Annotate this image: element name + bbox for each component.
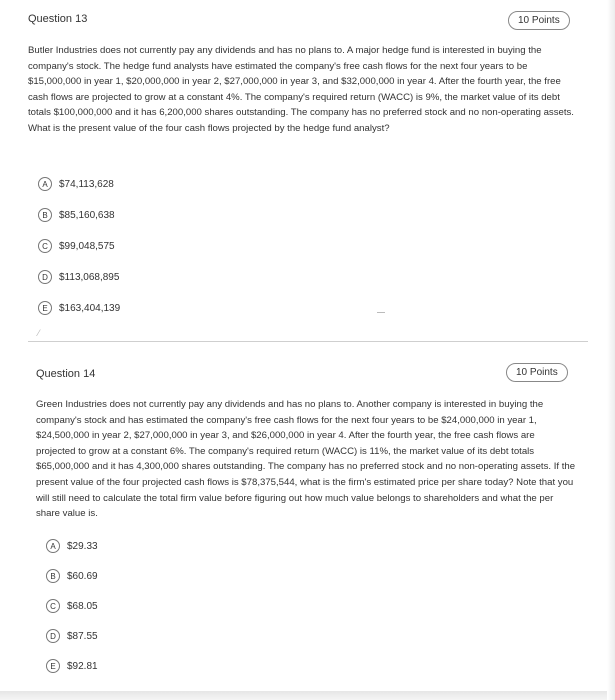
radio-icon[interactable]: E xyxy=(38,301,52,315)
radio-icon[interactable]: C xyxy=(46,599,60,613)
question-body: Butler Industries does not currently pay any dividends and has no plans to. A major hedge fund is interested in buying the company's stock. The hedge fund analysts have estimated the company's free cash flows for the next four years to be $15,000,000 in year 1, $20,000,000 in year 2, $27,000,000 in year 3, and $32,000,000 in year 4. After the fourth year, the free cash flows are projected to grow at a constant 4%. The company's required return (WACC) is 9%, the market value of its debt totals $100,000,000 and it has 6,200,000 shares outstanding. The company has no preferred stock and no non-operating assets. What is the present value of the four cash flows projected by the hedge fund analyst? xyxy=(28,45,574,134)
option-label: $74,113,628 xyxy=(59,178,114,190)
option-label: $85,160,638 xyxy=(59,209,115,221)
question-title: Question 14 xyxy=(36,368,96,380)
radio-icon[interactable]: B xyxy=(38,208,52,222)
radio-icon[interactable]: D xyxy=(38,270,52,284)
question-13 xyxy=(0,0,615,340)
page-edge-shadow xyxy=(607,0,615,700)
question-divider xyxy=(28,341,588,342)
question-title: Question 13 xyxy=(28,13,88,25)
radio-icon[interactable]: C xyxy=(38,239,52,253)
radio-icon[interactable]: B xyxy=(46,569,60,583)
option-label: $99,048,575 xyxy=(59,240,115,252)
option-c[interactable] xyxy=(38,238,120,254)
option-a[interactable] xyxy=(38,176,120,192)
option-c[interactable] xyxy=(46,598,98,614)
bottom-edge xyxy=(0,691,615,700)
option-d[interactable] xyxy=(46,628,98,644)
radio-icon[interactable]: E xyxy=(46,659,60,673)
option-b[interactable] xyxy=(38,207,120,223)
radio-icon[interactable]: A xyxy=(38,177,52,191)
option-label: $29.33 xyxy=(67,540,98,552)
question-14 xyxy=(0,345,615,700)
option-a[interactable] xyxy=(46,538,98,554)
option-label: $87.55 xyxy=(67,630,98,642)
radio-icon[interactable]: D xyxy=(46,629,60,643)
radio-icon[interactable]: A xyxy=(46,539,60,553)
option-d[interactable] xyxy=(38,269,120,285)
dash-mark xyxy=(377,312,385,313)
option-e[interactable] xyxy=(46,658,98,674)
option-b[interactable] xyxy=(46,568,98,584)
answer-options xyxy=(46,538,98,674)
answer-options xyxy=(38,176,120,316)
question-body: Green Industries does not currently pay any dividends and has no plans to. Another company is interested in buying the company's stock and has estimated the company's free cash flows for the next four years to be $24,000,000 in year 1, $24,500,000 in year 2, $27,000,000 in year 3, and $26,000,000 in year 4. After the fourth year, the free cash flows are projected to grow at a constant 6%. The company's required return (WACC) is 11%, the market value of its debt totals $65,000,000 and it has 4,300,000 shares outstanding. The company has no preferred stock and no non-operating assets. If the present value of the four projected cash flows is $78,375,544, what is the firm's estimated price per share today? Note that you will still need to calculate the total firm value before figuring out how much value belongs to shareholders and what the per share value is. xyxy=(36,399,576,520)
option-label: $60.69 xyxy=(67,570,98,582)
points-badge: 10 Points xyxy=(508,11,570,30)
option-label: $92.81 xyxy=(67,660,98,672)
cursor-mark-icon: ⁄ xyxy=(38,328,40,338)
option-label: $68.05 xyxy=(67,600,98,612)
option-e[interactable] xyxy=(38,300,120,316)
option-label: $113,068,895 xyxy=(59,271,120,283)
option-label: $163,404,139 xyxy=(59,302,121,314)
points-badge: 10 Points xyxy=(506,363,568,382)
